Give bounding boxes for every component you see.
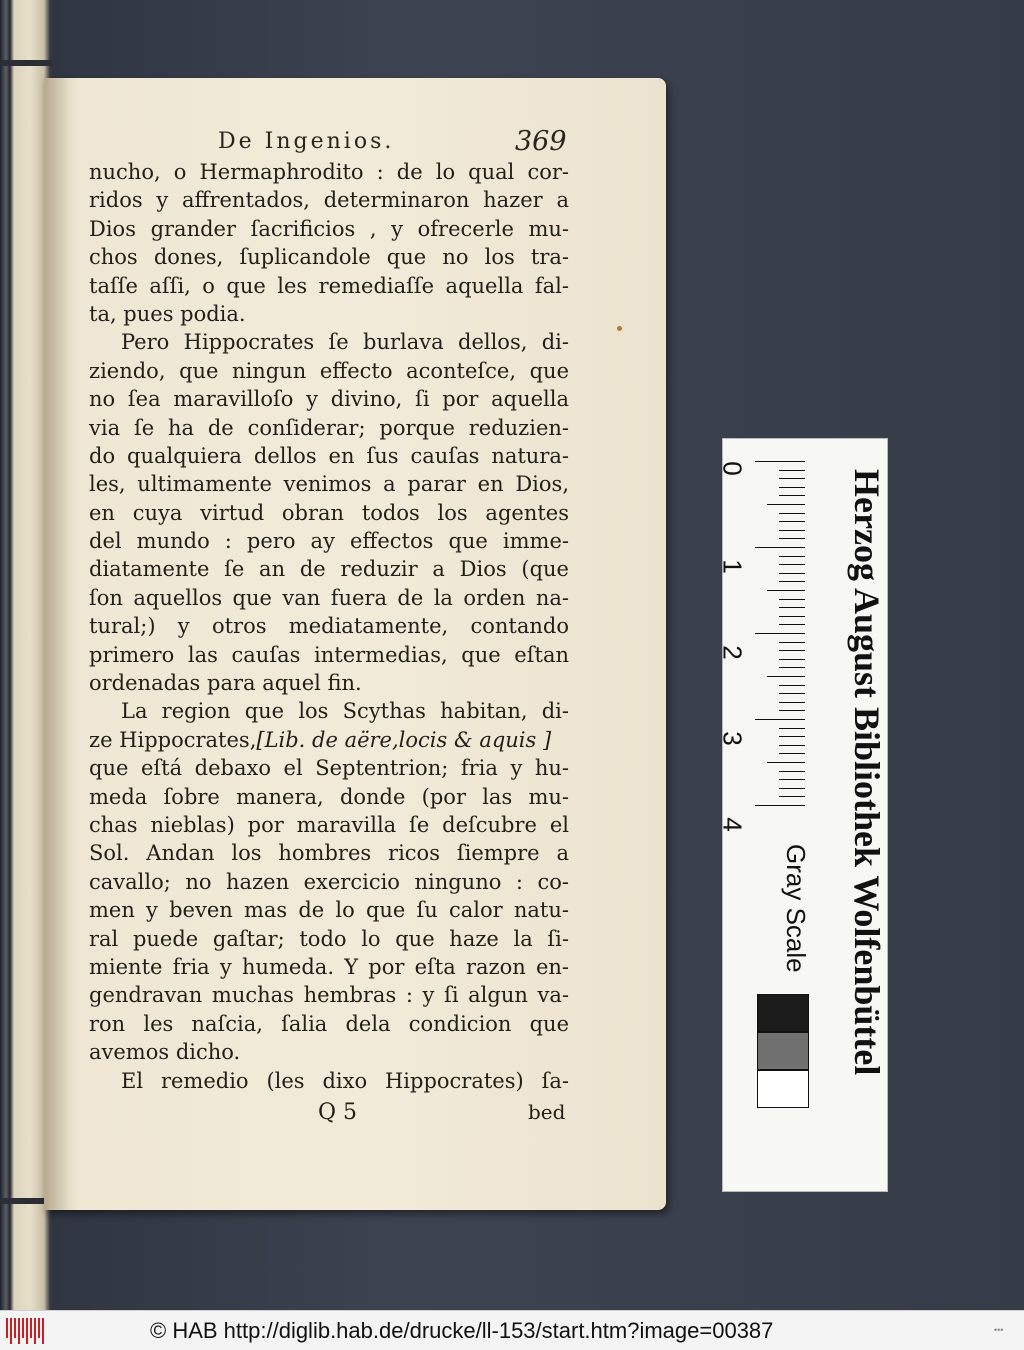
text-line: no ſea maravilloſo y divino, ſi por aquella [89, 387, 569, 412]
gray-swatch-white [757, 1070, 809, 1108]
running-head: De Ingenios. [218, 129, 395, 154]
text-line [89, 726, 569, 754]
logo-bar [26, 1318, 28, 1344]
ruler-ticks [755, 461, 805, 861]
text-line: ron les naſcia, ſalia dela condicion que [89, 1011, 569, 1036]
ruler-tick [779, 745, 805, 746]
signature-mark: Q 5 [318, 1100, 358, 1125]
footer-mark: ••• [994, 1325, 1004, 1335]
logo-bar [34, 1318, 36, 1344]
text-line: en cuya virtud obran todos los agentes [89, 500, 569, 525]
text-line: nucho, o Hermaphrodito : de lo qual cor- [89, 160, 569, 184]
ruler-tick [767, 762, 805, 763]
ruler-tick [755, 547, 805, 548]
logo-bar [10, 1318, 12, 1344]
ruler-tick [755, 805, 805, 806]
ruler-tick [779, 753, 805, 754]
text-segment: ze Hippocrates, [89, 727, 257, 752]
text-line: El remedio (les dixo Hippocrates) ſa- [121, 1068, 569, 1093]
text-line: del mundo : pero ay effectos que imme- [89, 529, 569, 554]
ruler-number: 0 [717, 461, 748, 476]
ruler-tick [767, 504, 805, 505]
text-line: les, ultimamente venimos a parar en Dios, [89, 472, 569, 497]
ruler-tick [779, 599, 805, 600]
text-line: do qualquiera dellos en ſus cauſas natura- [89, 443, 569, 468]
ruler-tick [779, 478, 805, 479]
logo-bar [22, 1318, 24, 1338]
ruler-tick [779, 470, 805, 471]
ruler-tick [779, 624, 805, 625]
text-line: via ſe ha de conſiderar; porque reduzien- [89, 415, 569, 440]
ruler-tick [767, 676, 805, 677]
ruler-tick [755, 719, 805, 720]
ruler-tick [779, 685, 805, 686]
ruler-tick [779, 573, 805, 574]
ruler-tick [779, 538, 805, 539]
logo-bar [6, 1318, 8, 1338]
logo-bar [18, 1318, 20, 1344]
gray-swatch-mid [757, 1032, 809, 1070]
ruler-number: 4 [717, 817, 748, 832]
text-line: diatamente ſe an de reduzir a Dios (que [89, 557, 569, 582]
text-line: Sol. Andan los hombres ricos ſiempre a [89, 841, 569, 866]
ruler-tick [779, 581, 805, 582]
ruler-tick [755, 461, 805, 462]
ruler-number: 3 [717, 731, 748, 746]
ruler-tick [779, 788, 805, 789]
text-line: Pero Hippocrates ſe burlava dellos, di- [121, 330, 569, 355]
text-line: La region que los Scythas habitan, di- [121, 699, 569, 724]
ruler-tick [767, 590, 805, 591]
text-line: ordenadas para aquel fin. [89, 671, 362, 696]
ruler-tick [779, 487, 805, 488]
text-line: primero las cauſas intermedias, que eſtan [89, 642, 569, 667]
text-line: chas nieblas) por maravilla ſe deſcubre el [89, 812, 569, 837]
logo-bar [30, 1318, 32, 1338]
ruler-tick [779, 771, 805, 772]
ruler-tick [779, 702, 805, 703]
text-line: ſon aquellos que van fuera de la orden na- [89, 585, 569, 610]
ruler-number: 1 [717, 559, 748, 574]
text-line: cavallo; no hazen exercicio ninguno : co- [89, 869, 569, 894]
text-line: meda ſobre manera, donde (por las mu- [89, 784, 569, 809]
text-line: gendravan muchas hembras : y ſi algun va- [89, 983, 569, 1008]
text-line: men y beven mas de lo que ſu calor natu- [89, 898, 569, 923]
page-text [89, 158, 569, 1095]
ruler-tick [755, 633, 805, 634]
ruler-tick [779, 728, 805, 729]
ruler-tick [779, 556, 805, 557]
copyright-url: © HAB http://diglib.hab.de/drucke/ll-153/start.htm?image=00387 [150, 1318, 774, 1343]
catchword: bed [528, 1100, 566, 1124]
spine-band [0, 60, 52, 66]
ruler-tick [779, 710, 805, 711]
text-line: ridos y affrentados, determinaron hazer a [89, 188, 569, 213]
text-line: avemos dicho. [89, 1040, 241, 1065]
ruler-tick [779, 642, 805, 643]
ruler-tick [779, 495, 805, 496]
logo-bar [14, 1318, 16, 1338]
text-line: Dios grander ſacrificios , y ofrecerle mu- [89, 216, 569, 241]
gutter-shadow [44, 78, 70, 1210]
ruler-tick [779, 667, 805, 668]
ruler-tick [779, 659, 805, 660]
ruler-tick [779, 650, 805, 651]
ruler-tick [779, 530, 805, 531]
text-line: chos dones, ſuplicandole que no los tra- [89, 245, 569, 270]
ruler-tick [779, 607, 805, 608]
logo-bar [42, 1318, 44, 1344]
text-line: tural;) y otros mediatamente, contando [89, 614, 569, 639]
viewer-footer [0, 1310, 1024, 1350]
text-line: que eſtá debaxo el Septentrion; fria y hu- [89, 756, 569, 781]
text-line: taſſe aſſi, o que les remediaſſe aquella fal- [89, 273, 569, 298]
ruler-title: Herzog August Bibliothek Wolfenbüttel [847, 469, 887, 1076]
marginal-citation: [Lib. de aëre,locis & aquis ] [256, 727, 552, 752]
gray-scale-label: Gray Scale [781, 844, 811, 973]
gray-swatch-black [757, 994, 809, 1032]
ruler-tick [779, 779, 805, 780]
text-line: ral puede gaſtar; todo lo que haze la ſi- [89, 926, 569, 951]
text-line: miente fria y humeda. Y por eſta razon en- [89, 954, 569, 979]
hab-logo [6, 1318, 46, 1344]
ruler-number: 2 [717, 645, 748, 660]
ink-spot [617, 326, 622, 331]
ruler-tick [779, 564, 805, 565]
ruler-tick [779, 513, 805, 514]
page-number: 369 [515, 126, 567, 157]
scale-ruler [717, 438, 888, 1192]
logo-bar [38, 1318, 40, 1338]
text-line: ta, pues podia. [89, 301, 246, 326]
ruler-tick [779, 736, 805, 737]
ruler-tick [779, 693, 805, 694]
ruler-tick [779, 616, 805, 617]
ruler-tick [779, 796, 805, 797]
ruler-tick [779, 521, 805, 522]
text-line: ziendo, que ningun effecto aconteſce, que [89, 358, 569, 383]
